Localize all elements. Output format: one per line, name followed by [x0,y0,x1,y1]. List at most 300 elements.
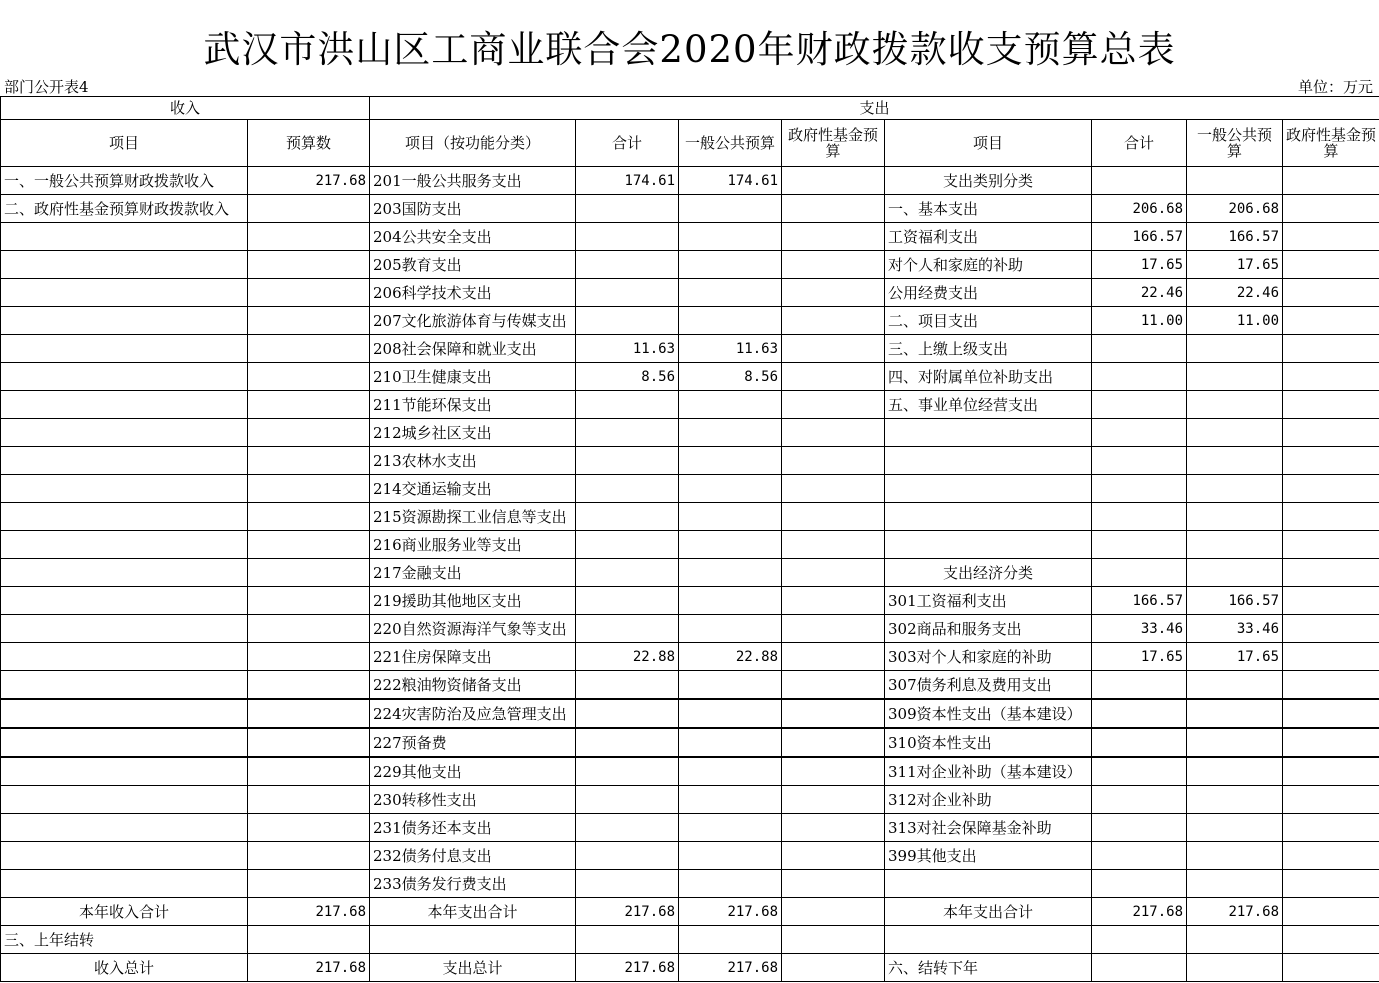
income-item-cell [1,786,248,814]
function-item-cell: 217金融支出 [370,559,576,587]
table-row [1,531,1379,559]
category-fund-cell [1283,643,1379,671]
category-general-cell [1187,870,1283,898]
table-row [1,251,1379,279]
function-general-cell: 8.56 [679,363,782,391]
income-item-cell: 三、上年结转 [1,926,248,954]
category-total-cell [1092,814,1187,842]
function-total-cell [576,475,679,503]
category-item-cell: 对个人和家庭的补助 [885,251,1092,279]
category-item-cell: 一、基本支出 [885,195,1092,223]
category-total-cell [1092,335,1187,363]
function-item-cell: 205教育支出 [370,251,576,279]
category-item-cell: 六、结转下年 [885,954,1092,982]
function-item-cell: 207文化旅游体育与传媒支出 [370,307,576,335]
function-item-cell: 204公共安全支出 [370,223,576,251]
income-item-cell [1,728,248,757]
function-fund-cell [782,786,885,814]
function-item-cell: 208社会保障和就业支出 [370,335,576,363]
function-fund-cell [782,195,885,223]
page-title: 武汉市洪山区工商业联合会2020年财政拨款收支预算总表 [203,28,1176,71]
income-item-cell [1,335,248,363]
function-item-cell [370,926,576,954]
category-fund-cell [1283,615,1379,643]
function-total-cell: 8.56 [576,363,679,391]
income-budget-cell [248,728,370,757]
function-fund-cell [782,335,885,363]
function-general-cell [679,503,782,531]
function-general-cell: 217.68 [679,898,782,926]
category-general-cell [1187,786,1283,814]
category-item-cell [885,419,1092,447]
table-row [1,447,1379,475]
category-total-cell [1092,786,1187,814]
category-item-cell: 311对企业补助（基本建设） [885,757,1092,786]
function-fund-header: 政府性基金预算 [782,120,885,167]
category-total-cell [1092,167,1187,195]
category-fund-cell [1283,587,1379,615]
function-total-cell [576,786,679,814]
function-total-cell [576,391,679,419]
function-total-cell [576,195,679,223]
category-general-cell: 17.65 [1187,643,1283,671]
category-item-cell [885,870,1092,898]
income-item-cell [1,814,248,842]
function-fund-cell [782,307,885,335]
category-fund-header: 政府性基金预算 [1283,120,1379,167]
category-item-cell: 307债务利息及费用支出 [885,671,1092,700]
category-total-cell [1092,870,1187,898]
category-fund-cell [1283,251,1379,279]
function-total-cell [576,587,679,615]
category-total-cell: 17.65 [1092,251,1187,279]
category-fund-cell [1283,699,1379,728]
income-budget-cell [248,223,370,251]
income-budget-cell [248,335,370,363]
function-item-cell: 221住房保障支出 [370,643,576,671]
income-item-cell [1,559,248,587]
category-fund-cell [1283,167,1379,195]
category-total-cell [1092,531,1187,559]
function-total-cell [576,926,679,954]
function-item-cell: 212城乡社区支出 [370,419,576,447]
income-budget-cell [248,475,370,503]
function-fund-cell [782,419,885,447]
table-row [1,475,1379,503]
function-item-cell: 203国防支出 [370,195,576,223]
function-fund-cell [782,391,885,419]
table-row [1,671,1379,700]
function-general-cell [679,475,782,503]
category-item-cell [885,447,1092,475]
income-item-cell [1,643,248,671]
income-budget-cell [248,279,370,307]
category-general-cell: 166.57 [1187,587,1283,615]
category-total-cell: 217.68 [1092,898,1187,926]
unit-label: 单位：万元 [1297,78,1373,96]
category-general-cell [1187,447,1283,475]
income-item-cell [1,870,248,898]
category-general-cell [1187,728,1283,757]
category-item-header: 项目 [885,120,1092,167]
category-item-cell: 本年支出合计 [885,898,1092,926]
category-total-cell [1092,926,1187,954]
income-budget-cell [248,391,370,419]
function-general-cell [679,728,782,757]
category-general-cell: 33.46 [1187,615,1283,643]
function-fund-cell [782,167,885,195]
table-row [1,814,1379,842]
category-general-cell: 22.46 [1187,279,1283,307]
function-total-cell [576,223,679,251]
function-total-cell [576,307,679,335]
category-fund-cell [1283,447,1379,475]
category-item-cell: 303对个人和家庭的补助 [885,643,1092,671]
function-total-cell: 217.68 [576,898,679,926]
table-row [1,419,1379,447]
category-fund-cell [1283,954,1379,982]
category-fund-cell [1283,391,1379,419]
function-total-cell: 22.88 [576,643,679,671]
function-general-cell [679,195,782,223]
function-fund-cell [782,643,885,671]
category-fund-cell [1283,419,1379,447]
category-total-cell [1092,954,1187,982]
category-general-cell: 17.65 [1187,251,1283,279]
category-item-cell [885,503,1092,531]
category-general-cell [1187,814,1283,842]
form-number: 部门公开表4 [4,78,89,96]
table-row [1,786,1379,814]
income-item-cell [1,757,248,786]
function-general-cell [679,870,782,898]
income-item-cell [1,307,248,335]
category-total-cell: 33.46 [1092,615,1187,643]
category-general-cell [1187,531,1283,559]
category-fund-cell [1283,223,1379,251]
function-fund-cell [782,531,885,559]
function-general-cell [679,786,782,814]
category-item-cell [885,475,1092,503]
function-item-header: 项目（按功能分类） [370,120,576,167]
category-general-cell [1187,954,1283,982]
function-fund-cell [782,728,885,757]
function-general-cell [679,307,782,335]
function-general-cell [679,615,782,643]
function-total-cell: 217.68 [576,954,679,982]
income-budget-cell [248,587,370,615]
category-fund-cell [1283,363,1379,391]
category-item-cell: 工资福利支出 [885,223,1092,251]
income-item-cell [1,503,248,531]
table-row [1,898,1379,926]
function-item-cell: 222粮油物资储备支出 [370,671,576,700]
income-budget-cell [248,842,370,870]
function-item-cell: 220自然资源海洋气象等支出 [370,615,576,643]
income-item-cell [1,223,248,251]
category-general-cell [1187,419,1283,447]
income-section-header: 收入 [1,97,370,120]
category-total-cell [1092,842,1187,870]
function-fund-cell [782,898,885,926]
income-item-cell [1,842,248,870]
function-general-cell [679,671,782,700]
category-total-cell: 166.57 [1092,223,1187,251]
category-fund-cell [1283,671,1379,700]
function-item-cell: 210卫生健康支出 [370,363,576,391]
function-total-cell: 11.63 [576,335,679,363]
function-fund-cell [782,870,885,898]
function-general-cell [679,814,782,842]
category-total-header: 合计 [1092,120,1187,167]
function-general-cell [679,699,782,728]
category-total-cell: 22.46 [1092,279,1187,307]
income-item-cell [1,419,248,447]
income-budget-cell [248,559,370,587]
income-budget-cell [248,786,370,814]
category-fund-cell [1283,898,1379,926]
category-general-cell [1187,363,1283,391]
function-general-cell [679,391,782,419]
function-fund-cell [782,251,885,279]
function-fund-cell [782,954,885,982]
category-item-cell: 四、对附属单位补助支出 [885,363,1092,391]
category-item-cell: 312对企业补助 [885,786,1092,814]
function-general-cell [679,926,782,954]
income-budget-cell: 217.68 [248,898,370,926]
table-row [1,954,1379,982]
income-budget-cell [248,251,370,279]
function-fund-cell [782,615,885,643]
category-general-cell: 166.57 [1187,223,1283,251]
function-total-cell [576,279,679,307]
category-item-cell: 309资本性支出（基本建设） [885,699,1092,728]
income-budget-cell [248,503,370,531]
function-total-cell [576,870,679,898]
function-general-cell [679,531,782,559]
income-item-cell [1,531,248,559]
category-item-cell: 310资本性支出 [885,728,1092,757]
income-budget-cell: 217.68 [248,167,370,195]
table-row [1,195,1379,223]
function-item-cell: 215资源勘探工业信息等支出 [370,503,576,531]
income-budget-cell [248,814,370,842]
table-row [1,870,1379,898]
function-general-cell: 217.68 [679,954,782,982]
category-item-cell: 301工资福利支出 [885,587,1092,615]
table-row [1,335,1379,363]
function-fund-cell [782,757,885,786]
function-general-cell: 22.88 [679,643,782,671]
function-fund-cell [782,223,885,251]
function-fund-cell [782,699,885,728]
category-total-cell [1092,503,1187,531]
category-general-cell [1187,167,1283,195]
table-row [1,559,1379,587]
function-total-cell [576,559,679,587]
table-row [1,223,1379,251]
category-fund-cell [1283,870,1379,898]
category-item-cell: 支出经济分类 [885,559,1092,587]
table-row [1,503,1379,531]
function-total-cell [576,728,679,757]
category-item-cell: 支出类别分类 [885,167,1092,195]
table-row [1,842,1379,870]
category-general-cell: 206.68 [1187,195,1283,223]
table-row [1,587,1379,615]
category-general-cell [1187,926,1283,954]
category-item-cell: 302商品和服务支出 [885,615,1092,643]
income-budget-cell: 217.68 [248,954,370,982]
function-item-cell: 232债务付息支出 [370,842,576,870]
income-budget-header: 预算数 [248,120,370,167]
function-fund-cell [782,363,885,391]
function-total-cell [576,447,679,475]
function-total-cell [576,671,679,700]
function-total-cell [576,419,679,447]
income-budget-cell [248,531,370,559]
income-item-cell: 收入总计 [1,954,248,982]
income-item-cell: 二、政府性基金预算财政拨款收入 [1,195,248,223]
category-general-cell [1187,391,1283,419]
function-general-cell [679,419,782,447]
income-budget-cell [248,699,370,728]
table-row [1,167,1379,195]
function-item-cell: 211节能环保支出 [370,391,576,419]
function-general-cell [679,279,782,307]
function-general-cell [679,559,782,587]
category-general-cell [1187,671,1283,700]
function-item-cell: 201一般公共服务支出 [370,167,576,195]
income-budget-cell [248,757,370,786]
income-budget-cell [248,419,370,447]
function-general-cell: 11.63 [679,335,782,363]
category-total-cell: 166.57 [1092,587,1187,615]
category-general-header: 一般公共预算 [1187,120,1283,167]
category-total-cell [1092,699,1187,728]
expenditure-section-header: 支出 [370,97,1379,120]
income-budget-cell [248,671,370,700]
function-total-cell [576,814,679,842]
function-item-cell: 206科学技术支出 [370,279,576,307]
function-total-cell: 174.61 [576,167,679,195]
function-total-cell [576,757,679,786]
category-total-cell [1092,447,1187,475]
category-general-cell: 217.68 [1187,898,1283,926]
income-item-cell [1,615,248,643]
function-general-cell [679,251,782,279]
category-fund-cell [1283,531,1379,559]
category-fund-cell [1283,842,1379,870]
income-item-cell [1,447,248,475]
category-general-cell [1187,475,1283,503]
category-fund-cell [1283,503,1379,531]
income-item-cell [1,475,248,503]
function-fund-cell [782,279,885,307]
function-general-cell [679,757,782,786]
category-item-cell: 三、上缴上级支出 [885,335,1092,363]
function-general-header: 一般公共预算 [679,120,782,167]
category-fund-cell [1283,728,1379,757]
category-fund-cell [1283,757,1379,786]
category-total-cell [1092,391,1187,419]
category-fund-cell [1283,279,1379,307]
income-budget-cell [248,363,370,391]
category-fund-cell [1283,814,1379,842]
function-total-cell [576,503,679,531]
category-general-cell [1187,503,1283,531]
function-general-cell: 174.61 [679,167,782,195]
function-total-cell [576,615,679,643]
income-item-cell [1,671,248,700]
function-fund-cell [782,447,885,475]
category-total-cell [1092,363,1187,391]
function-item-cell: 219援助其他地区支出 [370,587,576,615]
function-fund-cell [782,671,885,700]
table-row [1,643,1379,671]
category-item-cell: 五、事业单位经营支出 [885,391,1092,419]
income-budget-cell [248,870,370,898]
income-item-cell [1,587,248,615]
income-item-cell: 本年收入合计 [1,898,248,926]
category-fund-cell [1283,195,1379,223]
table-row [1,615,1379,643]
function-item-cell: 233债务发行费支出 [370,870,576,898]
category-fund-cell [1283,475,1379,503]
function-item-cell: 227预备费 [370,728,576,757]
category-total-cell [1092,728,1187,757]
function-fund-cell [782,926,885,954]
category-total-cell [1092,671,1187,700]
function-fund-cell [782,503,885,531]
category-total-cell: 206.68 [1092,195,1187,223]
budget-table [0,96,1379,982]
function-fund-cell [782,842,885,870]
category-item-cell [885,926,1092,954]
function-general-cell [679,447,782,475]
function-fund-cell [782,559,885,587]
category-item-cell: 二、项目支出 [885,307,1092,335]
income-item-cell [1,363,248,391]
income-item-header: 项目 [1,120,248,167]
function-fund-cell [782,475,885,503]
income-budget-cell [248,307,370,335]
category-total-cell [1092,419,1187,447]
category-general-cell [1187,757,1283,786]
function-fund-cell [782,587,885,615]
category-fund-cell [1283,307,1379,335]
income-item-cell: 一、一般公共预算财政拨款收入 [1,167,248,195]
function-item-cell: 支出总计 [370,954,576,982]
function-item-cell: 本年支出合计 [370,898,576,926]
income-item-cell [1,699,248,728]
function-item-cell: 229其他支出 [370,757,576,786]
income-item-cell [1,251,248,279]
category-total-cell [1092,559,1187,587]
table-row [1,279,1379,307]
function-general-cell [679,223,782,251]
category-total-cell: 11.00 [1092,307,1187,335]
table-row [1,391,1379,419]
category-fund-cell [1283,786,1379,814]
function-total-cell [576,531,679,559]
function-item-cell: 216商业服务业等支出 [370,531,576,559]
table-row [1,926,1379,954]
category-item-cell: 313对社会保障基金补助 [885,814,1092,842]
function-general-cell [679,587,782,615]
table-row [1,307,1379,335]
category-general-cell [1187,842,1283,870]
